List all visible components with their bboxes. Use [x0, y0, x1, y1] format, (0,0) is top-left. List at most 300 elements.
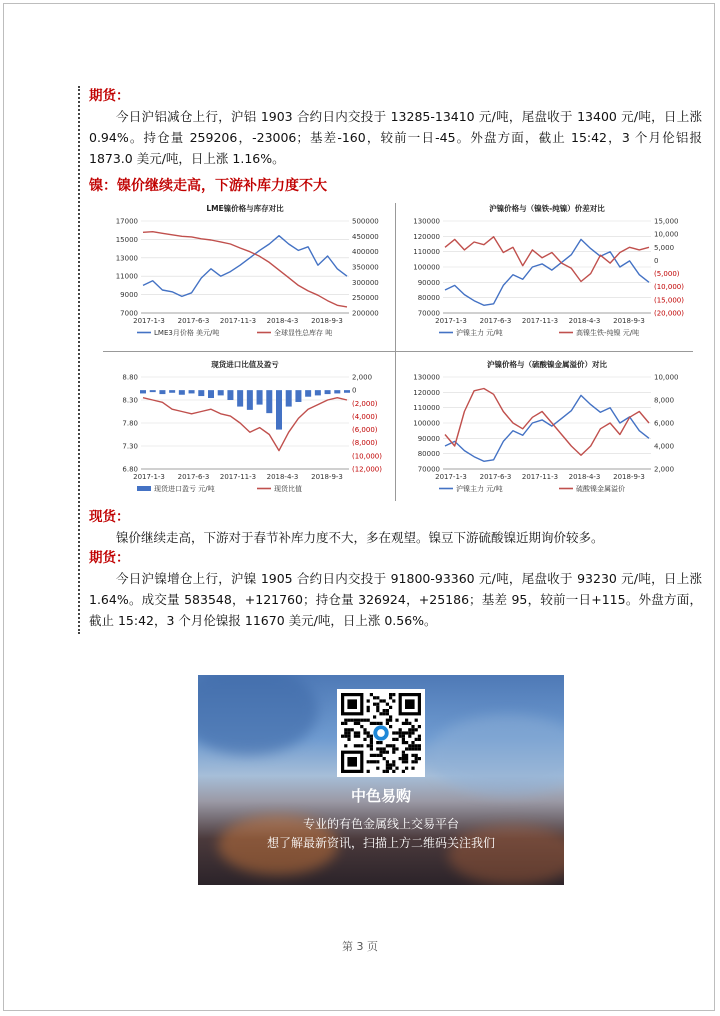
- x-tick-label: 2018-4-3: [568, 473, 601, 481]
- qr-module: [415, 744, 418, 747]
- qr-module: [418, 735, 421, 738]
- qr-module: [392, 747, 395, 750]
- qr-module: [383, 699, 386, 702]
- qr-module: [370, 744, 373, 747]
- qr-module: [408, 728, 411, 731]
- qr-module: [376, 709, 379, 712]
- qr-code[interactable]: [337, 689, 425, 777]
- chart-title: 现货进口比值及盈亏: [211, 360, 279, 369]
- qr-module: [376, 722, 379, 725]
- y-left-tick-label: 90000: [417, 434, 440, 443]
- y-left-tick-label: 100000: [413, 419, 440, 428]
- qr-module: [370, 738, 373, 741]
- qr-module: [386, 703, 389, 706]
- qr-module: [405, 767, 408, 770]
- qr-module: [392, 731, 395, 734]
- qr-module: [386, 744, 389, 747]
- qr-module: [411, 725, 414, 728]
- qr-module: [363, 728, 366, 731]
- y-left-tick-label: 80000: [417, 450, 440, 459]
- qr-module: [373, 722, 376, 725]
- qr-module: [408, 747, 411, 750]
- import-profit-bar: [189, 390, 195, 393]
- qr-module: [386, 767, 389, 770]
- legend-label: LME3月价格 美元/吨: [154, 329, 220, 337]
- futures-label-aluminum: 期货：: [89, 88, 130, 104]
- nickel-futures-paragraph: 今日沪镍增仓上行，沪镍 1905 合约日内交投于 91800-93360 元/吨，尾盘收于 93230 元/吨，日上涨 1.64%。成交量 583548，+121760；持仓量 326924，+25186；基差 95，较前一日+115。外盘方面，截止 15:42，3 个月伦镍报 11670 美元/吨，日上涨 0.56%。: [89, 571, 702, 628]
- x-tick-label: 2017-1-3: [435, 317, 467, 325]
- qr-module: [411, 747, 414, 750]
- report-content: [78, 86, 702, 634]
- qr-module: [411, 754, 414, 757]
- qr-module: [389, 725, 392, 728]
- import-profit-bar: [247, 390, 253, 410]
- y-left-tick-label: 17000: [115, 217, 138, 226]
- banner-brand: 中色易购: [350, 787, 411, 805]
- qr-module: [395, 731, 398, 734]
- series-line: [143, 236, 347, 297]
- qr-module: [405, 747, 408, 750]
- qr-module: [405, 754, 408, 757]
- qr-module: [383, 747, 386, 750]
- chart-title: 沪镍价格与（镍铁-纯镍）价差对比: [489, 204, 605, 213]
- y-right-tick-label: 2,000: [654, 465, 675, 474]
- series-line: [143, 398, 347, 451]
- x-tick-label: 2017-6-3: [479, 473, 512, 481]
- y-right-tick-label: 450000: [352, 232, 379, 241]
- qr-module: [383, 770, 386, 773]
- import-profit-bar: [179, 390, 185, 395]
- y-left-tick-label: 7.30: [122, 442, 138, 451]
- qr-module: [344, 744, 347, 747]
- qr-module: [415, 760, 418, 763]
- qr-module: [399, 728, 402, 731]
- y-left-tick-label: 80000: [417, 294, 440, 303]
- qr-logo-inner: [377, 729, 385, 737]
- qr-module: [376, 760, 379, 763]
- y-left-tick-label: 120000: [413, 232, 440, 241]
- qr-module: [386, 719, 389, 722]
- y-right-tick-label: 6,000: [654, 419, 675, 428]
- import-profit-bar: [295, 390, 301, 402]
- qr-module: [360, 719, 363, 722]
- qr-module: [386, 751, 389, 754]
- futures-label-nickel: 期货：: [89, 550, 130, 566]
- qr-module: [418, 747, 421, 750]
- y-right-tick-label: (8,000): [352, 439, 378, 448]
- import-profit-bar: [334, 390, 340, 393]
- import-profit-bar: [266, 390, 272, 413]
- qr-module: [415, 757, 418, 760]
- qr-module: [392, 751, 395, 754]
- qr-module: [376, 706, 379, 709]
- qr-module: [344, 719, 347, 722]
- x-tick-label: 2018-9-3: [311, 473, 343, 481]
- x-tick-label: 2017-1-3: [435, 473, 467, 481]
- qr-module: [347, 731, 350, 734]
- qr-module: [405, 731, 408, 734]
- qr-module: [367, 760, 370, 763]
- import-profit-bar: [276, 390, 282, 429]
- qr-module: [363, 738, 366, 741]
- qr-module: [370, 735, 373, 738]
- x-tick-label: 2017-6-3: [479, 317, 512, 325]
- y-left-tick-label: 8.30: [122, 396, 138, 405]
- qr-module: [392, 738, 395, 741]
- qr-module: [402, 770, 405, 773]
- qr-module: [383, 712, 386, 715]
- qr-module: [354, 722, 357, 725]
- qr-module: [395, 738, 398, 741]
- qr-module: [341, 735, 344, 738]
- qr-module: [367, 735, 370, 738]
- chart-grid: [97, 199, 697, 505]
- qr-module: [373, 715, 376, 718]
- y-left-tick-label: 130000: [413, 373, 440, 382]
- qr-module: [357, 744, 360, 747]
- legend-label: 高镍生铁-纯镍 元/吨: [576, 329, 640, 337]
- qr-module: [402, 751, 405, 754]
- qr-module: [370, 693, 373, 696]
- qr-module: [405, 760, 408, 763]
- qr-module: [418, 744, 421, 747]
- qr-module: [411, 744, 414, 747]
- y-right-tick-label: 8,000: [654, 396, 675, 405]
- qr-module: [386, 712, 389, 715]
- qr-module: [389, 763, 392, 766]
- qr-module: [415, 738, 418, 741]
- qr-module: [418, 725, 421, 728]
- qr-module: [389, 767, 392, 770]
- y-right-tick-label: 500000: [352, 217, 379, 226]
- x-tick-label: 2017-1-3: [133, 317, 165, 325]
- qr-module: [389, 706, 392, 709]
- chart-divider-vertical: [395, 203, 396, 501]
- qr-module: [386, 722, 389, 725]
- qr-module: [415, 754, 418, 757]
- qr-module: [402, 760, 405, 763]
- import-profit-bar: [305, 390, 311, 397]
- qr-module: [357, 731, 360, 734]
- qr-module: [360, 744, 363, 747]
- x-tick-label: 2017-11-3: [521, 317, 559, 325]
- qr-finder-core: [347, 757, 357, 767]
- qr-module: [379, 747, 382, 750]
- qr-module: [402, 757, 405, 760]
- qr-module: [347, 719, 350, 722]
- legend-label: 硫酸镍金属溢价: [576, 485, 625, 493]
- y-right-tick-label: 200000: [352, 309, 379, 318]
- legend-label: 现货比值: [274, 485, 302, 493]
- qr-finder-core: [347, 699, 357, 709]
- x-tick-label: 2018-9-3: [311, 317, 343, 325]
- y-right-tick-label: 2,000: [352, 373, 373, 382]
- qr-module: [357, 722, 360, 725]
- import-profit-bar: [140, 390, 146, 393]
- qr-module: [357, 719, 360, 722]
- y-right-tick-label: 0: [654, 256, 659, 265]
- qr-module: [418, 757, 421, 760]
- x-tick-label: 2018-4-3: [266, 473, 299, 481]
- qr-module: [376, 703, 379, 706]
- qr-module: [370, 722, 373, 725]
- y-right-tick-label: 0: [352, 386, 357, 395]
- y-left-tick-label: 130000: [413, 217, 440, 226]
- qr-module: [392, 693, 395, 696]
- y-left-tick-label: 9000: [120, 291, 138, 300]
- qr-module: [383, 751, 386, 754]
- x-tick-label: 2018-9-3: [613, 473, 645, 481]
- y-left-tick-label: 100000: [413, 263, 440, 272]
- y-right-tick-label: 350000: [352, 263, 379, 272]
- x-tick-label: 2018-4-3: [568, 317, 601, 325]
- qr-module: [399, 735, 402, 738]
- y-left-tick-label: 70000: [417, 309, 440, 318]
- y-right-tick-label: (20,000): [654, 309, 684, 318]
- qr-module: [415, 719, 418, 722]
- qr-module: [386, 770, 389, 773]
- qr-module: [373, 703, 376, 706]
- qr-module: [411, 767, 414, 770]
- qr-module: [351, 719, 354, 722]
- import-profit-bar: [315, 390, 321, 395]
- qr-module: [379, 699, 382, 702]
- qr-module: [408, 744, 411, 747]
- y-left-tick-label: 70000: [417, 465, 440, 474]
- nickel-section-heading: 镍：镍价继续走高，下游补库力度不大: [89, 178, 327, 194]
- y-right-tick-label: 300000: [352, 278, 379, 287]
- x-tick-label: 2017-11-3: [219, 473, 257, 481]
- qr-module: [351, 728, 354, 731]
- spot-label: 现货：: [89, 509, 130, 525]
- import-profit-bar: [218, 390, 224, 395]
- y-right-tick-label: 10,000: [654, 230, 679, 239]
- qr-module: [347, 728, 350, 731]
- y-left-tick-label: 8.80: [122, 373, 138, 382]
- qr-module: [357, 735, 360, 738]
- y-right-tick-label: (12,000): [352, 465, 382, 474]
- qr-module: [402, 738, 405, 741]
- banner-call-to-action: 想了解最新资讯，扫描上方二维码关注我们: [266, 836, 495, 850]
- import-profit-bar: [344, 390, 350, 393]
- x-tick-label: 2017-1-3: [133, 473, 165, 481]
- qr-module: [379, 722, 382, 725]
- y-left-tick-label: 110000: [413, 248, 440, 257]
- y-right-tick-label: (10,000): [654, 283, 684, 292]
- qr-module: [367, 709, 370, 712]
- y-left-tick-label: 13000: [115, 254, 138, 263]
- import-profit-bar: [227, 390, 233, 400]
- qr-module: [370, 760, 373, 763]
- banner-tagline: 专业的有色金属线上交易平台: [302, 817, 459, 831]
- qr-module: [376, 767, 379, 770]
- qr-module: [386, 709, 389, 712]
- qr-module: [344, 735, 347, 738]
- qr-module: [347, 738, 350, 741]
- qr-module: [354, 735, 357, 738]
- qr-module: [354, 744, 357, 747]
- qr-module: [405, 722, 408, 725]
- qr-module: [399, 731, 402, 734]
- qr-module: [370, 747, 373, 750]
- qr-module: [418, 738, 421, 741]
- qr-module: [389, 693, 392, 696]
- qr-module: [392, 763, 395, 766]
- y-right-tick-label: 15,000: [654, 217, 679, 226]
- qr-module: [367, 770, 370, 773]
- chart-title: LME镍价格与库存对比: [206, 204, 284, 213]
- qr-module: [405, 741, 408, 744]
- x-tick-label: 2017-11-3: [521, 473, 559, 481]
- qr-module: [415, 747, 418, 750]
- y-right-tick-label: (5,000): [654, 270, 680, 279]
- y-left-tick-label: 11000: [115, 272, 138, 281]
- y-right-tick-label: (10,000): [352, 452, 382, 461]
- qr-module: [376, 747, 379, 750]
- y-right-tick-label: (6,000): [352, 426, 378, 435]
- qr-module: [392, 744, 395, 747]
- qr-module: [373, 696, 376, 699]
- x-tick-label: 2018-9-3: [613, 317, 645, 325]
- import-profit-bar: [325, 390, 331, 394]
- x-tick-label: 2017-11-3: [219, 317, 257, 325]
- qr-module: [402, 735, 405, 738]
- aluminum-futures-paragraph: 今日沪铝减仓上行，沪铝 1903 合约日内交投于 13285-13410 元/吨，尾盘收于 13400 元/吨，日上涨 0.94%。持仓量 259206，-23006；基差-160，较前一日-45。外盘方面，截止 15:42，3 个月伦铝报 1873.0 美元/吨，日上涨 1.16%。: [89, 109, 702, 166]
- y-right-tick-label: (15,000): [654, 296, 684, 305]
- qr-module: [379, 741, 382, 744]
- qr-finder-core: [405, 699, 415, 709]
- qr-module: [389, 719, 392, 722]
- qr-module: [408, 735, 411, 738]
- y-left-tick-label: 7.80: [122, 419, 138, 428]
- qr-module: [379, 712, 382, 715]
- y-right-tick-label: 400000: [352, 248, 379, 257]
- import-profit-bar: [286, 390, 292, 406]
- qr-module: [389, 715, 392, 718]
- qr-module: [354, 719, 357, 722]
- qr-module: [392, 770, 395, 773]
- qr-module: [341, 722, 344, 725]
- legend-swatch: [137, 486, 151, 491]
- qr-module: [402, 731, 405, 734]
- qr-module: [367, 699, 370, 702]
- qr-module: [405, 757, 408, 760]
- qr-module: [354, 731, 357, 734]
- qr-module: [408, 731, 411, 734]
- qr-module: [402, 722, 405, 725]
- y-left-tick-label: 15000: [115, 235, 138, 244]
- qr-module: [344, 731, 347, 734]
- y-left-tick-label: 120000: [413, 388, 440, 397]
- qr-module: [367, 719, 370, 722]
- qr-module: [415, 728, 418, 731]
- qr-module: [411, 741, 414, 744]
- qr-module: [408, 722, 411, 725]
- qr-module: [367, 731, 370, 734]
- y-right-tick-label: (2,000): [352, 399, 378, 408]
- y-right-tick-label: 4,000: [654, 442, 675, 451]
- qr-module: [389, 696, 392, 699]
- legend-label: 现货进口盈亏 元/吨: [154, 485, 215, 493]
- chart-lme-nickel-inventory: [97, 199, 393, 349]
- y-right-tick-label: 250000: [352, 294, 379, 303]
- y-left-tick-label: 7000: [120, 309, 138, 318]
- legend-label: 沪镍主力 元/吨: [456, 485, 503, 493]
- chart-spot-import-ratio: [97, 355, 393, 505]
- qr-module: [411, 731, 414, 734]
- import-profit-bar: [150, 390, 156, 392]
- qr-module: [386, 760, 389, 763]
- y-right-tick-label: 5,000: [654, 243, 675, 252]
- qr-module: [392, 760, 395, 763]
- page-number: 第 3 页: [342, 940, 378, 953]
- qr-module: [383, 757, 386, 760]
- qr-module: [399, 757, 402, 760]
- qr-module: [367, 744, 370, 747]
- import-profit-bar: [198, 390, 204, 396]
- qr-module: [360, 725, 363, 728]
- series-line: [445, 239, 649, 305]
- y-right-tick-label: 10,000: [654, 373, 679, 382]
- chart-title: 沪镍价格与（硫酸镍金属溢价）对比: [487, 360, 607, 369]
- qr-module: [383, 709, 386, 712]
- qr-module: [395, 767, 398, 770]
- y-right-tick-label: (4,000): [352, 412, 378, 421]
- legend-label: 沪镍主力 元/吨: [456, 329, 503, 337]
- import-profit-bar: [208, 390, 214, 398]
- x-tick-label: 2018-4-3: [266, 317, 299, 325]
- import-profit-bar: [159, 390, 165, 394]
- qr-module: [379, 754, 382, 757]
- qr-module: [347, 735, 350, 738]
- qr-module: [405, 719, 408, 722]
- qr-module: [367, 706, 370, 709]
- qr-module: [344, 722, 347, 725]
- qr-module: [411, 728, 414, 731]
- x-tick-label: 2017-6-3: [177, 473, 210, 481]
- qr-module: [373, 760, 376, 763]
- spot-paragraph: 镍价继续走高，下游对于春节补库力度不大，多在观望。镍豆下游硫酸镍近期询价较多。: [116, 530, 604, 545]
- y-left-tick-label: 6.80: [122, 465, 138, 474]
- qr-module: [379, 751, 382, 754]
- qr-module: [373, 754, 376, 757]
- qr-module: [395, 747, 398, 750]
- chart-shfe-ferronickel-spread: [399, 199, 695, 349]
- chart-shfe-nickel-sulfate-premium: [399, 355, 695, 505]
- qr-module: [363, 731, 366, 734]
- legend-label: 全球显性总库存 吨: [274, 329, 333, 337]
- chart-divider-horizontal: [103, 351, 693, 352]
- y-left-tick-label: 90000: [417, 278, 440, 287]
- qr-module: [389, 744, 392, 747]
- qr-module: [402, 754, 405, 757]
- import-profit-bar: [237, 390, 243, 406]
- qr-module: [344, 728, 347, 731]
- import-profit-bar: [257, 390, 263, 404]
- series-line: [445, 237, 649, 282]
- y-left-tick-label: 110000: [413, 404, 440, 413]
- qr-module: [363, 719, 366, 722]
- qr-module: [376, 741, 379, 744]
- qr-promo-banner: [198, 675, 564, 885]
- series-line: [143, 232, 347, 307]
- qr-module: [370, 741, 373, 744]
- qr-module: [376, 696, 379, 699]
- qr-module: [411, 760, 414, 763]
- series-line: [445, 395, 649, 461]
- qr-module: [392, 699, 395, 702]
- qr-module: [370, 754, 373, 757]
